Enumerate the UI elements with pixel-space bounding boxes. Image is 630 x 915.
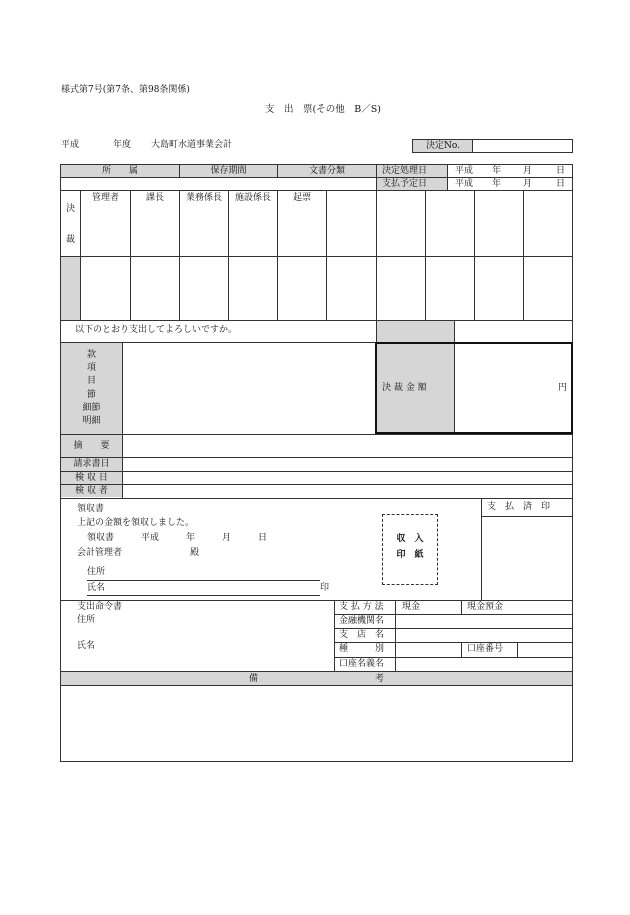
divider	[122, 342, 123, 498]
header-organization: 大島町水道事業会計	[151, 140, 233, 150]
receipt-date-line: 領収書 平成 年 月 日	[87, 533, 268, 543]
budget-item-saisetsu: 細節	[82, 402, 101, 413]
header-fiscal-year: 年度	[113, 140, 132, 150]
divider	[472, 139, 473, 153]
yen-label: 円	[558, 383, 568, 393]
budget-item-setsu: 節	[86, 389, 96, 400]
approval-side-bg	[61, 256, 80, 320]
form-number: 様式第7号(第7条、第98条関係)	[61, 85, 190, 95]
divider	[60, 434, 573, 435]
divider	[277, 190, 278, 320]
inspector-field[interactable]	[124, 486, 572, 497]
header-era: 平成	[61, 140, 80, 150]
divider	[60, 457, 573, 458]
form-title: 支 出 票(その他 B／S)	[265, 104, 381, 115]
divider	[461, 642, 462, 657]
divider	[60, 190, 376, 191]
divider	[481, 516, 573, 517]
divider	[461, 600, 462, 614]
dono-label: 殿	[190, 548, 200, 558]
approval-sai: 裁	[66, 235, 76, 245]
budget-items-field[interactable]	[124, 344, 374, 432]
divider	[334, 628, 573, 629]
divider	[60, 177, 573, 178]
divider	[447, 164, 448, 190]
account-type-label: 種 別	[339, 644, 385, 654]
payment-date-year: 年	[492, 179, 502, 189]
payment-date-label: 支払予定日	[382, 179, 428, 189]
payment-order-title: 支出命令書	[77, 602, 123, 612]
col-affiliation: 所 属	[101, 166, 138, 176]
approval-business-chief: 業務係長	[185, 193, 222, 203]
divider	[395, 600, 396, 671]
divider	[179, 190, 180, 320]
divider	[523, 190, 524, 320]
divider	[60, 600, 573, 601]
divider	[80, 190, 81, 320]
payment-date-month: 月	[523, 179, 533, 189]
remarks-field[interactable]	[62, 687, 571, 760]
receipt-title: 領収書	[77, 504, 105, 514]
divider	[334, 657, 573, 658]
payment-order-name-label: 氏名	[77, 641, 96, 651]
summary-field[interactable]	[124, 436, 572, 456]
divider	[60, 471, 573, 472]
inspection-date-field[interactable]	[124, 473, 572, 483]
bank-name-field[interactable]	[397, 616, 572, 627]
budget-item-moku: 目	[86, 376, 96, 387]
decision-date-month: 月	[523, 166, 533, 176]
branch-name-field[interactable]	[397, 630, 572, 641]
divider	[517, 642, 518, 657]
payment-method-cash[interactable]: 現金	[402, 602, 421, 612]
divider	[130, 190, 131, 320]
budget-item-meisai: 明細	[82, 416, 101, 427]
remarks-label: 備 考	[248, 674, 384, 684]
payment-order-address-label: 住所	[77, 615, 96, 625]
approval-manager: 管理者	[91, 193, 119, 203]
inspector-label: 検 収 者	[75, 486, 108, 496]
paid-stamp-label: 支 払 済 印	[487, 502, 551, 512]
account-number-field[interactable]	[519, 644, 572, 656]
receipt-address-label: 住所	[87, 567, 106, 577]
request-gray-cell	[377, 321, 454, 342]
col-retention: 保存期間	[210, 166, 247, 176]
receipt-text: 上記の金額を領収しました。	[77, 518, 195, 528]
approval-drafter: 起票	[292, 193, 311, 203]
divider	[60, 498, 573, 499]
approval-section-chief: 課長	[145, 193, 164, 203]
account-holder-field[interactable]	[397, 659, 572, 670]
divider	[334, 600, 335, 671]
divider	[60, 484, 573, 485]
decision-no-field[interactable]	[474, 140, 572, 152]
divider	[334, 642, 573, 643]
inspection-date-label: 検 収 日	[75, 473, 108, 483]
account-number-label: 口座番号	[467, 644, 504, 654]
divider	[60, 256, 573, 257]
divider	[454, 344, 455, 432]
branch-name-label: 支 店 名	[339, 630, 385, 640]
account-holder-label: 口座名義名	[339, 659, 385, 669]
approval-facility-chief: 施設係長	[234, 193, 271, 203]
decision-date-day: 日	[556, 166, 566, 176]
amount-label: 決 裁 金 額	[382, 383, 427, 393]
divider	[425, 190, 426, 320]
divider	[87, 580, 320, 581]
divider	[474, 190, 475, 320]
divider	[481, 498, 482, 600]
budget-item-labels	[61, 349, 122, 428]
accountant-label: 会計管理者	[77, 548, 123, 558]
bank-name-label: 金融機関名	[339, 616, 385, 626]
divider	[60, 320, 573, 321]
invoice-date-field[interactable]	[124, 459, 572, 470]
request-text: 以下のとおり支出してよろしいですか。	[75, 325, 238, 335]
divider	[60, 685, 573, 686]
divider	[87, 595, 320, 596]
divider	[454, 320, 455, 342]
budget-item-kou: 項	[86, 363, 96, 374]
revenue-stamp-line1: 収 入	[396, 534, 424, 544]
invoice-date-label: 請求書日	[73, 459, 110, 469]
decision-no-label: 決定No.	[426, 141, 460, 151]
receipt-name-label: 氏名	[87, 583, 106, 593]
payment-method-label: 支 払 方 法	[339, 602, 384, 612]
col-doc-class: 文書分類	[308, 166, 345, 176]
payment-method-cash-deposit[interactable]: 現金預金	[467, 602, 504, 612]
decision-date-label: 決定処理日	[382, 166, 428, 176]
divider	[376, 164, 377, 190]
budget-item-kan: 款	[86, 350, 96, 360]
divider	[334, 614, 573, 615]
divider	[228, 190, 229, 320]
amount-field[interactable]	[456, 345, 554, 431]
decision-date-year: 年	[492, 166, 502, 176]
revenue-stamp-line2: 印 紙	[396, 550, 424, 560]
seal-mark: 印	[320, 583, 330, 593]
summary-label: 摘 要	[73, 441, 110, 451]
approval-ketsu: 決	[66, 204, 76, 214]
divider	[326, 190, 327, 320]
payment-date-era: 平成	[455, 179, 474, 189]
payment-date-day: 日	[556, 179, 566, 189]
account-type-field[interactable]	[397, 644, 460, 656]
decision-date-era: 平成	[455, 166, 474, 176]
